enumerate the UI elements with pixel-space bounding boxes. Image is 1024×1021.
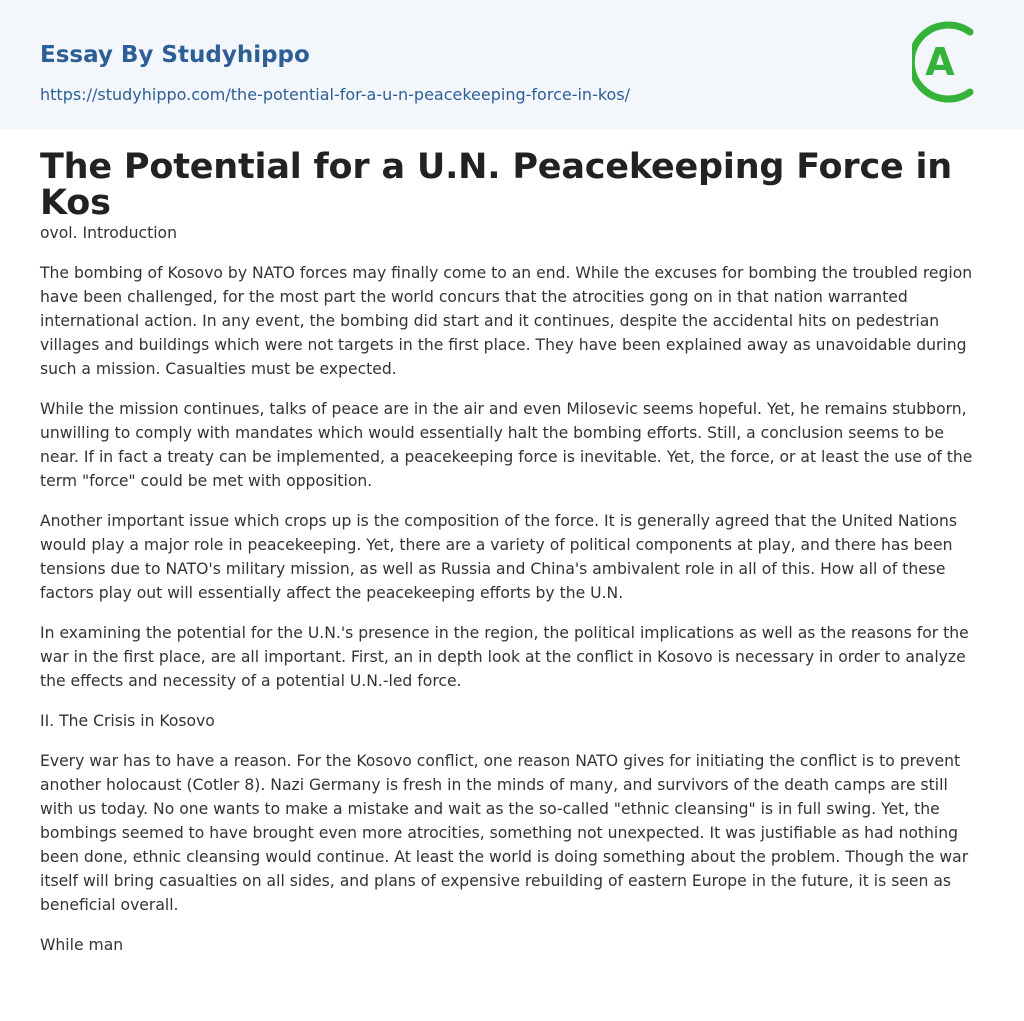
essay-paragraph: While the mission continues, talks of peace are in the air and even Milosevic seems hopeful. Yet, he remains stubborn, unwilling to comply with mandates which would essentially halt the bombing efforts. Still, a conclusion seems to be near. If in fact a treaty can be implemented, a peacekeeping force is inevitable. Yet, the force, or at least the use of the term "force" could be met with opposition. [40, 400, 973, 490]
site-brand[interactable]: Essay By Studyhippo [40, 42, 310, 68]
essay-paragraph: The bombing of Kosovo by NATO forces may finally come to an end. While the excuses for bombing the troubled region have been challenged, for the most part the world concurs that the atrocities gong on in that nation warranted international action. In any event, the bombing did start and it continues, despite the accidental hits on pedestrian villages and buildings which were not targets in the first place. They have been explained away as unavoidable during such a mission. Casualties must be expected. [40, 264, 973, 378]
essay-paragraph: In examining the potential for the U.N.'s presence in the region, the political implications as well as the reasons for the war in the first place, are all important. First, an in depth look at the conflict in Kosovo is necessary in order to analyze the effects and necessity of a potential U.N.-led force. [40, 624, 969, 690]
essay-paragraph: Another important issue which crops up is the composition of the force. It is generally agreed that the United Nations would play a major role in peacekeeping. Yet, there are a variety of political components at play, and there has been tensions due to NATO's military mission, as well as Russia and China's ambivalent role in all of this. How all of these factors play out will essentially affect the peacekeeping efforts by the U.N. [40, 512, 958, 602]
essay-url-link[interactable]: https://studyhippo.com/the-potential-for-a-u-n-peacekeeping-force-in-kos/ [40, 85, 631, 104]
essay-paragraph: ovol. Introduction [40, 224, 177, 242]
essay-paragraph: While man [40, 936, 124, 954]
studyhippo-logo-icon[interactable] [912, 19, 986, 105]
essay-content [0, 149, 1024, 957]
essay-section-heading: II. The Crisis in Kosovo [40, 712, 215, 730]
logo-letter: A [925, 40, 955, 84]
essay-paragraph: Every war has to have a reason. For the Kosovo conflict, one reason NATO gives for initiating the conflict is to prevent another holocaust (Cotler 8). Nazi Germany is fresh in the minds of many, and survivors of the death camps are still with us today. No one wants to make a mistake and wait as the so-called "ethnic cleansing" is in full swing. Yet, the bombings seemed to have brought even more atrocities, something not unexpected. It was justifiable as had nothing been done, ethnic cleansing would continue. At least the world is doing something about the problem. Though the war itself will bring casualties on all sides, and plans of expensive rebuilding of eastern Europe in the future, it is seen as beneficial overall. [40, 752, 969, 914]
essay-title: The Potential for a U.N. Peacekeeping Force in Kos [40, 147, 953, 223]
site-header [0, 0, 1024, 129]
